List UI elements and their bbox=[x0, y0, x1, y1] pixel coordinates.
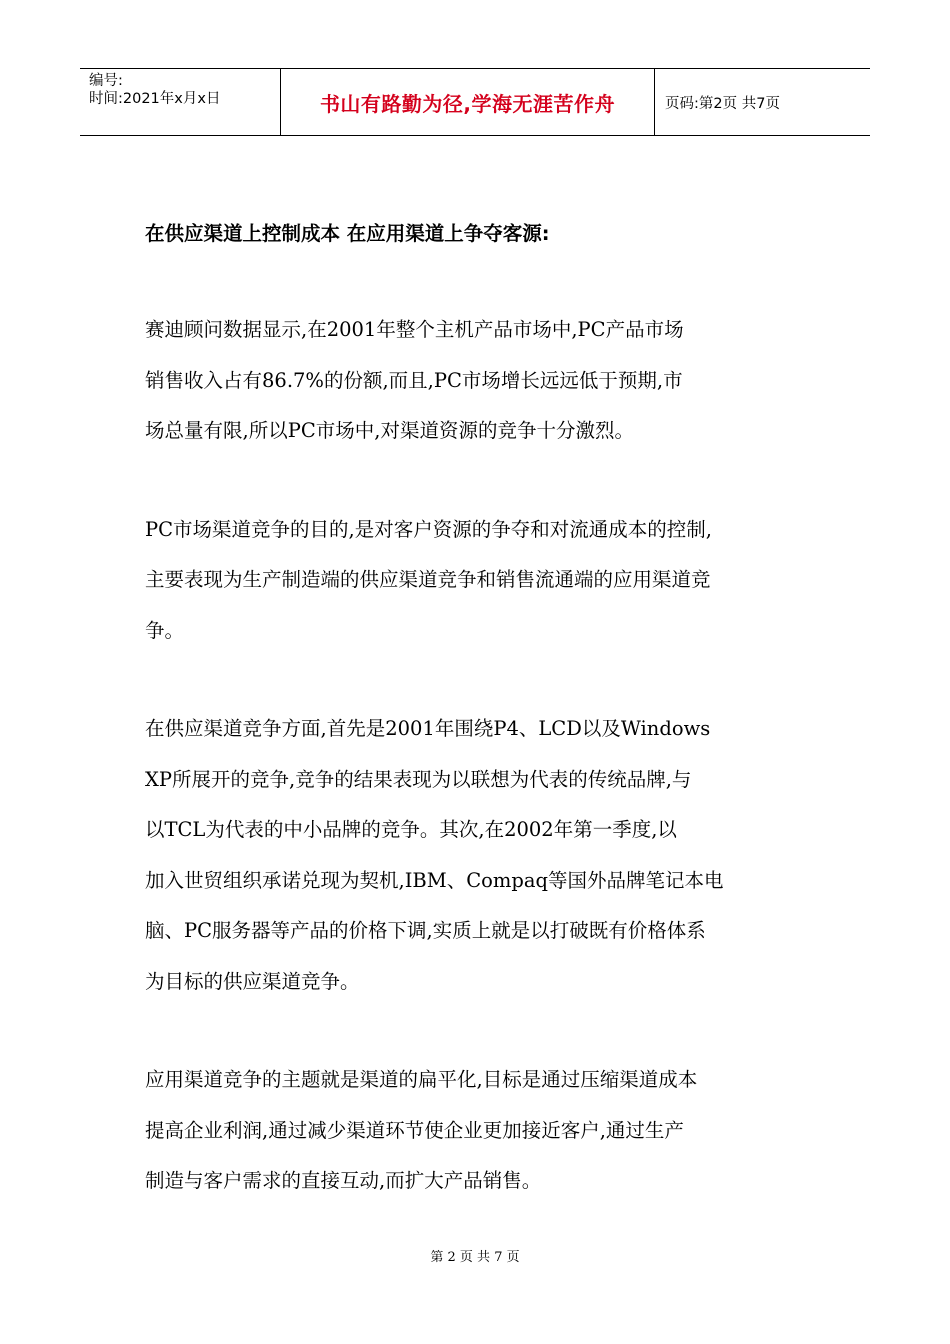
paragraph-line: 应用渠道竞争的主题就是渠道的扁平化,目标是通过压缩渠道成本 bbox=[145, 1068, 698, 1091]
paragraph bbox=[145, 305, 810, 457]
paragraph-line: 主要表现为生产制造端的供应渠道竞争和销售流通端的应用渠道竞 bbox=[145, 568, 711, 591]
paragraph bbox=[145, 704, 810, 1007]
paragraph-line: 销售收入占有86.7%的份额,而且,PC市场增长远远低于预期,市 bbox=[145, 368, 683, 392]
paragraph-line: 为目标的供应渠道竞争。 bbox=[145, 969, 360, 993]
page-header bbox=[80, 68, 870, 136]
date-label: 时间:2021年x月x日 bbox=[89, 91, 221, 107]
paragraph bbox=[145, 505, 810, 657]
paragraph-line: 脑、PC服务器等产品的价格下调,实质上就是以打破既有价格体系 bbox=[145, 919, 706, 942]
header-meta bbox=[80, 69, 281, 135]
paragraph-line: 场总量有限,所以PC市场中,对渠道资源的竞争十分激烈。 bbox=[145, 419, 634, 442]
paragraph-line: 以TCL为代表的中小品牌的竞争。其次,在2002年第一季度,以 bbox=[145, 818, 677, 841]
document-number-label: 编号: bbox=[89, 73, 123, 89]
document-body bbox=[145, 214, 810, 1207]
paragraph-line: 在供应渠道竞争方面,首先是2001年围绕P4、LCD以及Windows bbox=[145, 717, 711, 740]
page-footer: 第 2 页 共 7 页 bbox=[430, 1250, 520, 1265]
header-motto: 书山有路勤为径,学海无涯苦作舟 bbox=[281, 69, 655, 135]
header-page-number: 页码:第2页 共7页 bbox=[665, 95, 780, 112]
paragraph-line: 加入世贸组织承诺兑现为契机,IBM、Compaq等国外品牌笔记本电 bbox=[145, 868, 724, 892]
paragraph-line: 争。 bbox=[145, 618, 185, 642]
paragraph-line: XP所展开的竞争,竞争的结果表现为以联想为代表的传统品牌,与 bbox=[145, 767, 692, 791]
paragraph-line: PC市场渠道竞争的目的,是对客户资源的争夺和对流通成本的控制, bbox=[145, 517, 712, 541]
paragraph bbox=[145, 1055, 810, 1207]
paragraph-line: 提高企业利润,通过减少渠道环节使企业更加接近客户,通过生产 bbox=[145, 1118, 684, 1142]
paragraph-line: 制造与客户需求的直接互动,而扩大产品销售。 bbox=[145, 1169, 542, 1192]
paragraph-line: 赛迪顾问数据显示,在2001年整个主机产品市场中,PC产品市场 bbox=[145, 318, 684, 341]
section-heading: 在供应渠道上控制成本 在应用渠道上争夺客源: bbox=[145, 222, 550, 245]
